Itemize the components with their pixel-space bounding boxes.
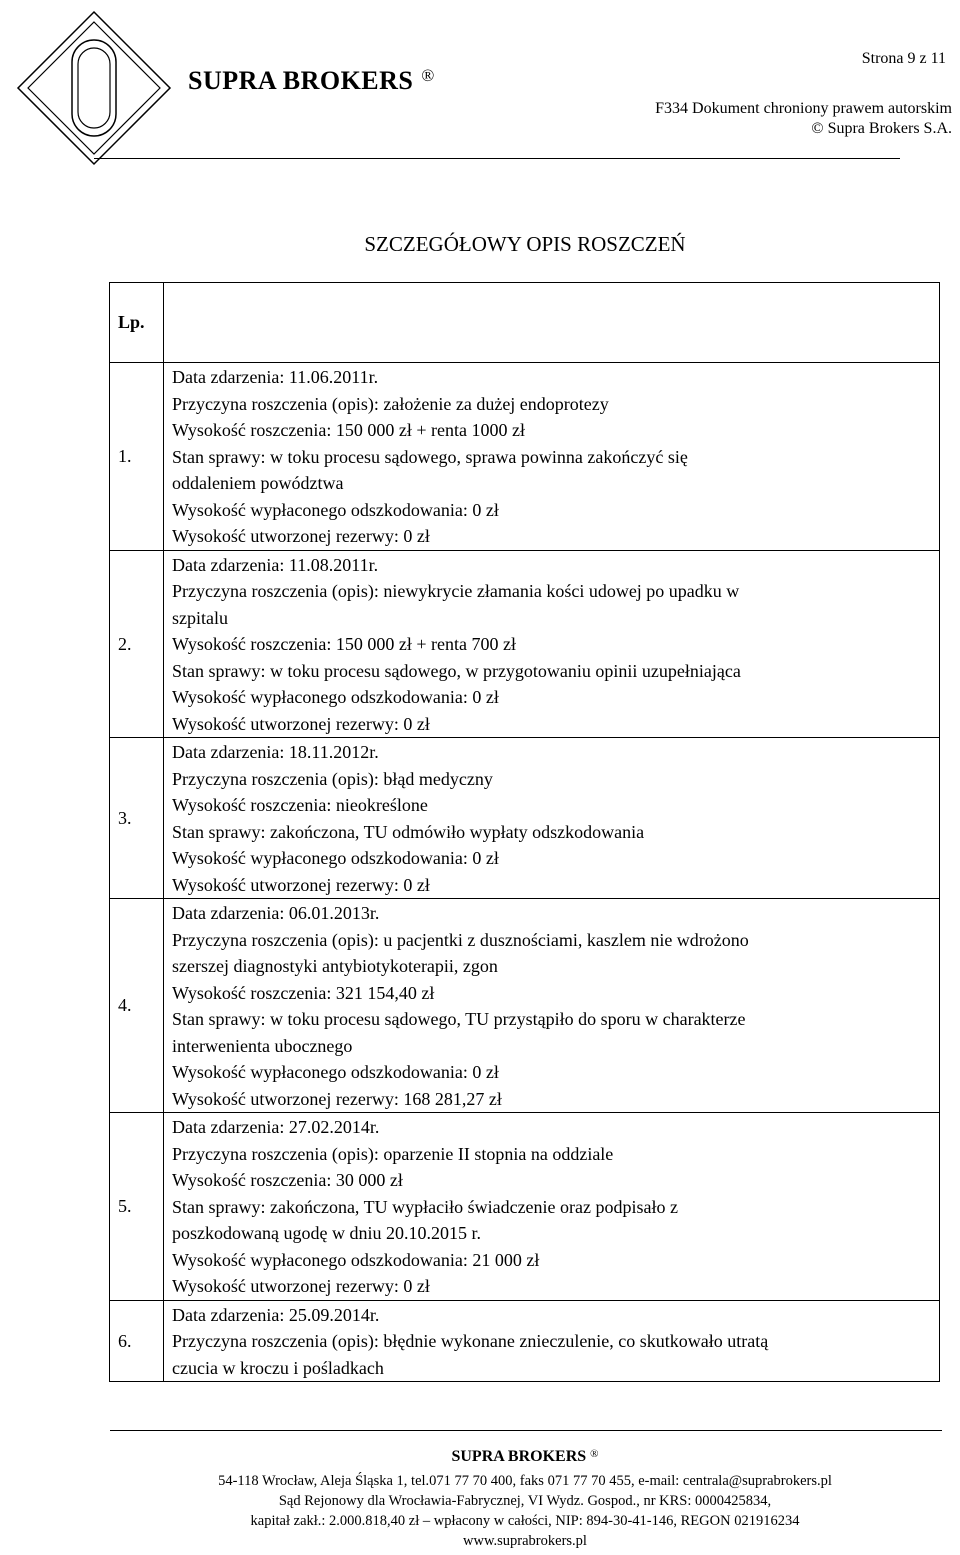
claim-line: Stan sprawy: zakończona, TU wypłaciło świadczenie oraz podpisało z bbox=[172, 1196, 678, 1217]
footer-address: 54-118 Wrocław, Aleja Śląska 1, tel.071 77 70 400, faks 071 77 70 455, e-mail: centrala@suprabrokers.pl bbox=[218, 1473, 832, 1489]
claims-table-body bbox=[110, 363, 940, 1382]
claim-line: Wysokość utworzonej rezerwy: 168 281,27 zł bbox=[172, 1088, 502, 1109]
claim-line: Przyczyna roszczenia (opis): u pacjentki z dusznościami, kaszlem nie wdrożono bbox=[172, 929, 749, 950]
claim-line: Wysokość roszczenia: nieokreślone bbox=[172, 795, 428, 815]
claim-description bbox=[164, 738, 940, 899]
claim-line: Data zdarzenia: 11.06.2011r. bbox=[172, 367, 379, 387]
claim-line: oddaleniem powództwa bbox=[172, 473, 344, 493]
claim-description bbox=[164, 1300, 940, 1382]
claim-line: Wysokość roszczenia: 150 000 zł + renta 700 zł bbox=[172, 634, 516, 654]
claim-line: Przyczyna roszczenia (opis): błąd medyczny bbox=[172, 768, 493, 789]
claim-line: Data zdarzenia: 27.02.2014r. bbox=[172, 1117, 380, 1137]
document-title: SZCZEGÓŁOWY OPIS ROSZCZEŃ bbox=[364, 232, 686, 256]
claim-line: Data zdarzenia: 18.11.2012r. bbox=[172, 742, 379, 762]
claim-line: interwenienta ubocznego bbox=[172, 1035, 353, 1056]
footer-registered-mark: ® bbox=[590, 1448, 599, 1460]
claims-table bbox=[109, 282, 940, 1382]
claim-line: poszkodowaną ugodę w dniu 20.10.2015 r. bbox=[172, 1223, 481, 1243]
claim-description bbox=[164, 363, 940, 551]
claim-line: Przyczyna roszczenia (opis): niewykrycie złamania kości udowej po upadku w bbox=[172, 581, 740, 601]
footer-court-info: Sąd Rejonowy dla Wrocławia-Fabrycznej, VI Wydz. Gospod., nr KRS: 0000425834, bbox=[278, 1493, 772, 1509]
table-row bbox=[110, 550, 940, 738]
column-header-lp: Lp. bbox=[110, 283, 164, 363]
claim-line: Wysokość roszczenia: 30 000 zł bbox=[172, 1170, 403, 1190]
copyright-notice: F334 Dokument chroniony prawem autorskim bbox=[655, 100, 952, 117]
claim-line: Stan sprawy: w toku procesu sądowego, w przygotowaniu opinii uzupełniająca bbox=[172, 660, 741, 681]
claim-line: Stan sprawy: w toku procesu sądowego, TU przystąpiło do sporu w charakterze bbox=[172, 1009, 746, 1029]
row-number: 1. bbox=[110, 363, 164, 551]
page-number: Strona 9 z 11 bbox=[861, 50, 946, 67]
table-row bbox=[110, 363, 940, 551]
claim-line: Wysokość utworzonej rezerwy: 0 zł bbox=[172, 874, 430, 895]
table-row bbox=[110, 1113, 940, 1301]
claim-line: Wysokość utworzonej rezerwy: 0 zł bbox=[172, 1276, 430, 1296]
footer-website: www.suprabrokers.pl bbox=[463, 1533, 587, 1549]
claim-line: Wysokość wypłaconego odszkodowania: 0 zł bbox=[172, 687, 499, 707]
claim-line: Wysokość utworzonej rezerwy: 0 zł bbox=[172, 526, 430, 546]
table-header-row bbox=[110, 283, 940, 363]
claim-line: Przyczyna roszczenia (opis): oparzenie II stopnia na oddziale bbox=[172, 1143, 614, 1164]
claim-description bbox=[164, 1113, 940, 1301]
shield-logo-icon bbox=[14, 8, 174, 168]
claim-line: Wysokość roszczenia: 150 000 zł + renta 1000 zł bbox=[172, 420, 525, 440]
table-row bbox=[110, 899, 940, 1113]
footer-brand: SUPRA BROKERS ® bbox=[451, 1448, 599, 1465]
claim-line: Stan sprawy: w toku procesu sądowego, sprawa powinna zakończyć się bbox=[172, 446, 688, 467]
column-header-description bbox=[164, 283, 940, 363]
footer-divider bbox=[110, 1430, 942, 1431]
header-divider bbox=[94, 158, 900, 159]
claim-line: Wysokość roszczenia: 321 154,40 zł bbox=[172, 982, 435, 1003]
registered-mark: ® bbox=[421, 66, 435, 85]
brand-name: SUPRA BROKERS ® bbox=[188, 66, 435, 95]
claim-line: Data zdarzenia: 11.08.2011r. bbox=[172, 554, 379, 575]
claim-line: szpitalu bbox=[172, 607, 228, 628]
claim-line: Wysokość wypłaconego odszkodowania: 21 000 zł bbox=[172, 1249, 540, 1270]
claim-line: Data zdarzenia: 06.01.2013r. bbox=[172, 903, 380, 923]
claim-line: szerszej diagnostyki antybiotykoterapii, zgon bbox=[172, 956, 498, 976]
claim-line: Wysokość wypłaconego odszkodowania: 0 zł bbox=[172, 1062, 499, 1082]
row-number: 4. bbox=[110, 899, 164, 1113]
claim-line: czucia w kroczu i pośladkach bbox=[172, 1357, 384, 1378]
row-number: 3. bbox=[110, 738, 164, 899]
footer-capital-info: kapitał zakł.: 2.000.818,40 zł – wpłacony w całości, NIP: 894-30-41-146, REGON 021916234 bbox=[250, 1513, 800, 1529]
row-number: 5. bbox=[110, 1113, 164, 1301]
table-row bbox=[110, 1300, 940, 1382]
claim-line: Stan sprawy: zakończona, TU odmówiło wypłaty odszkodowania bbox=[172, 821, 645, 842]
row-number: 2. bbox=[110, 550, 164, 738]
copyright-owner: © Supra Brokers S.A. bbox=[811, 120, 952, 137]
claim-line: Wysokość wypłaconego odszkodowania: 0 zł bbox=[172, 499, 499, 520]
claim-line: Data zdarzenia: 25.09.2014r. bbox=[172, 1304, 380, 1325]
claim-line: Wysokość utworzonej rezerwy: 0 zł bbox=[172, 713, 430, 734]
claim-line: Wysokość wypłaconego odszkodowania: 0 zł bbox=[172, 848, 499, 868]
claim-line: Przyczyna roszczenia (opis): założenie za dużej endoprotezy bbox=[172, 393, 609, 414]
claim-description bbox=[164, 550, 940, 738]
table-row bbox=[110, 738, 940, 899]
claim-line: Przyczyna roszczenia (opis): błędnie wykonane znieczulenie, co skutkowało utratą bbox=[172, 1331, 769, 1351]
claim-description bbox=[164, 899, 940, 1113]
row-number: 6. bbox=[110, 1300, 164, 1382]
